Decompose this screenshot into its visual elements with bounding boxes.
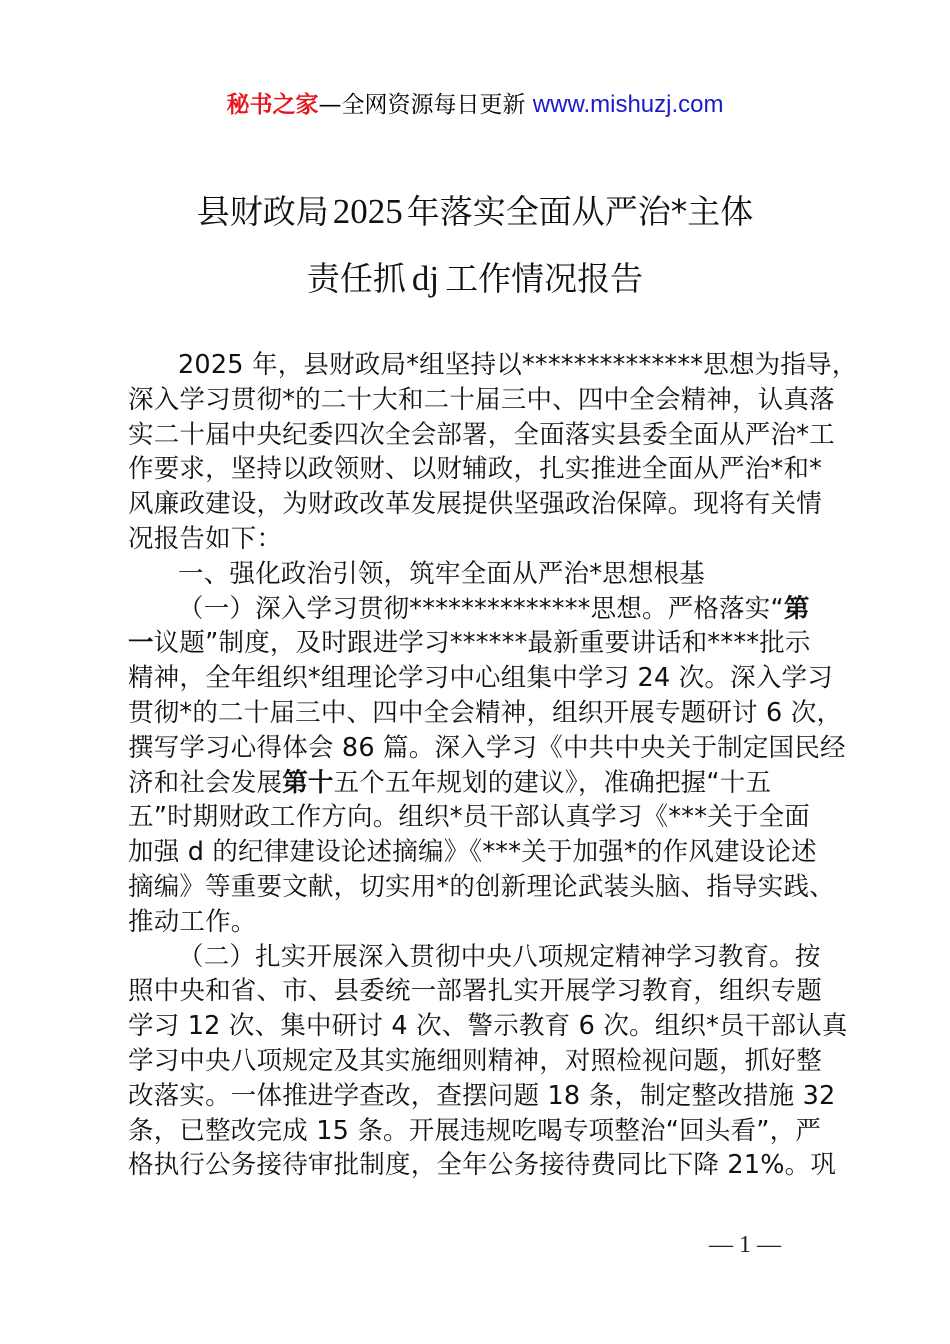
site-banner (0, 88, 950, 122)
body-line: 作要求，坚持以政领财、以财辅政，扎实推进全面从严治*和* (128, 454, 823, 485)
body-line: 深入学习贯彻*的二十大和二十届三中、四中全会精神，认真落 (128, 384, 835, 415)
body-line: 2025 年，县财政局*组坚持以**************思想为指导， (178, 350, 858, 380)
body-line: 加强 d 的纪律建设论述摘编》《***关于加强*的作风建设论述 (128, 837, 817, 868)
body-text: 五个五年规划的建议》，准确把握“十五 (333, 767, 772, 798)
body-line (128, 592, 834, 627)
banner-tagline: —全网资源每日更新 (318, 92, 533, 118)
site-link[interactable]: www.mishuzj.com (532, 91, 724, 118)
body-line: 贯彻*的二十届三中、四中全会精神，组织开展专题研讨 6 次， (128, 697, 843, 728)
title-text: 县财政局 (196, 192, 329, 231)
body-line: 学习 12 次、集中研讨 4 次、警示教育 6 次。组织*员干部认真 (128, 1011, 848, 1042)
title-text: 工作情况报告 (445, 259, 644, 298)
body-line: 实二十届中央纪委四次全会部署，全面落实县委全面从严治*工 (128, 419, 835, 450)
brand-name: 秘书之家 (226, 92, 319, 118)
body-text: 议题”制度，及时跟进学习******最新重要讲话和****批示 (153, 628, 811, 659)
body-line: 推动工作。 (128, 906, 257, 937)
body-line: 学习中央八项规定及其实施细则精神，对照检视问题，抓好整 (128, 1045, 822, 1076)
bold-text: 一 (128, 628, 154, 659)
title-abbrev: dj (411, 259, 440, 298)
title-text: 责任抓 (306, 259, 406, 298)
document-title-line-1 (0, 192, 950, 232)
body-line (128, 766, 834, 801)
body-line: 照中央和省、市、县委统一部署扎实开展学习教育，组织专题 (128, 976, 822, 1007)
document-title-line-2 (0, 259, 950, 299)
body-line: 条，已整改完成 15 条。开展违规吃喝专项整治“回头看”，严 (128, 1115, 822, 1146)
title-year: 2025 (332, 192, 403, 231)
body-line: 摘编》等重要文献，切实用*的创新理论武装头脑、指导实践、 (128, 871, 835, 902)
document-body (128, 348, 858, 1183)
body-line (128, 626, 834, 661)
subsection-heading: （一）深入学习贯彻**************思想。严格落实“ (178, 593, 784, 624)
body-line: 精神，全年组织*组理论学习中心组集中学习 24 次。深入学习 (128, 663, 833, 694)
body-line: 改落实。一体推进学查改，查摆问题 18 条，制定整改措施 32 (128, 1080, 836, 1111)
body-line: 格执行公务接待审批制度，全年公务接待费同比下降 21%。巩 (128, 1150, 837, 1181)
body-line: 五”时期财政工作方向。组织*员干部认真学习《***关于全面 (128, 802, 811, 833)
section-heading: 一、强化政治引领，筑牢全面从严治*思想根基 (178, 558, 705, 589)
body-line: 况报告如下： (128, 523, 283, 554)
page-number: — 1 — (709, 1232, 781, 1258)
subsection-heading: （二）扎实开展深入贯彻中央八项规定精神学习教育。按 (178, 941, 821, 972)
body-line: 风廉政建设，为财政改革发展提供坚强政治保障。现将有关情 (128, 489, 822, 520)
body-line: 撰写学习心得体会 86 篇。深入学习《中共中央关于制定国民经 (128, 732, 846, 763)
bold-text: 第 (783, 593, 810, 624)
title-text: 年落实全面从严治*主体 (406, 192, 754, 231)
bold-text: 第十 (282, 767, 334, 798)
body-text: 济和社会发展 (128, 767, 283, 798)
